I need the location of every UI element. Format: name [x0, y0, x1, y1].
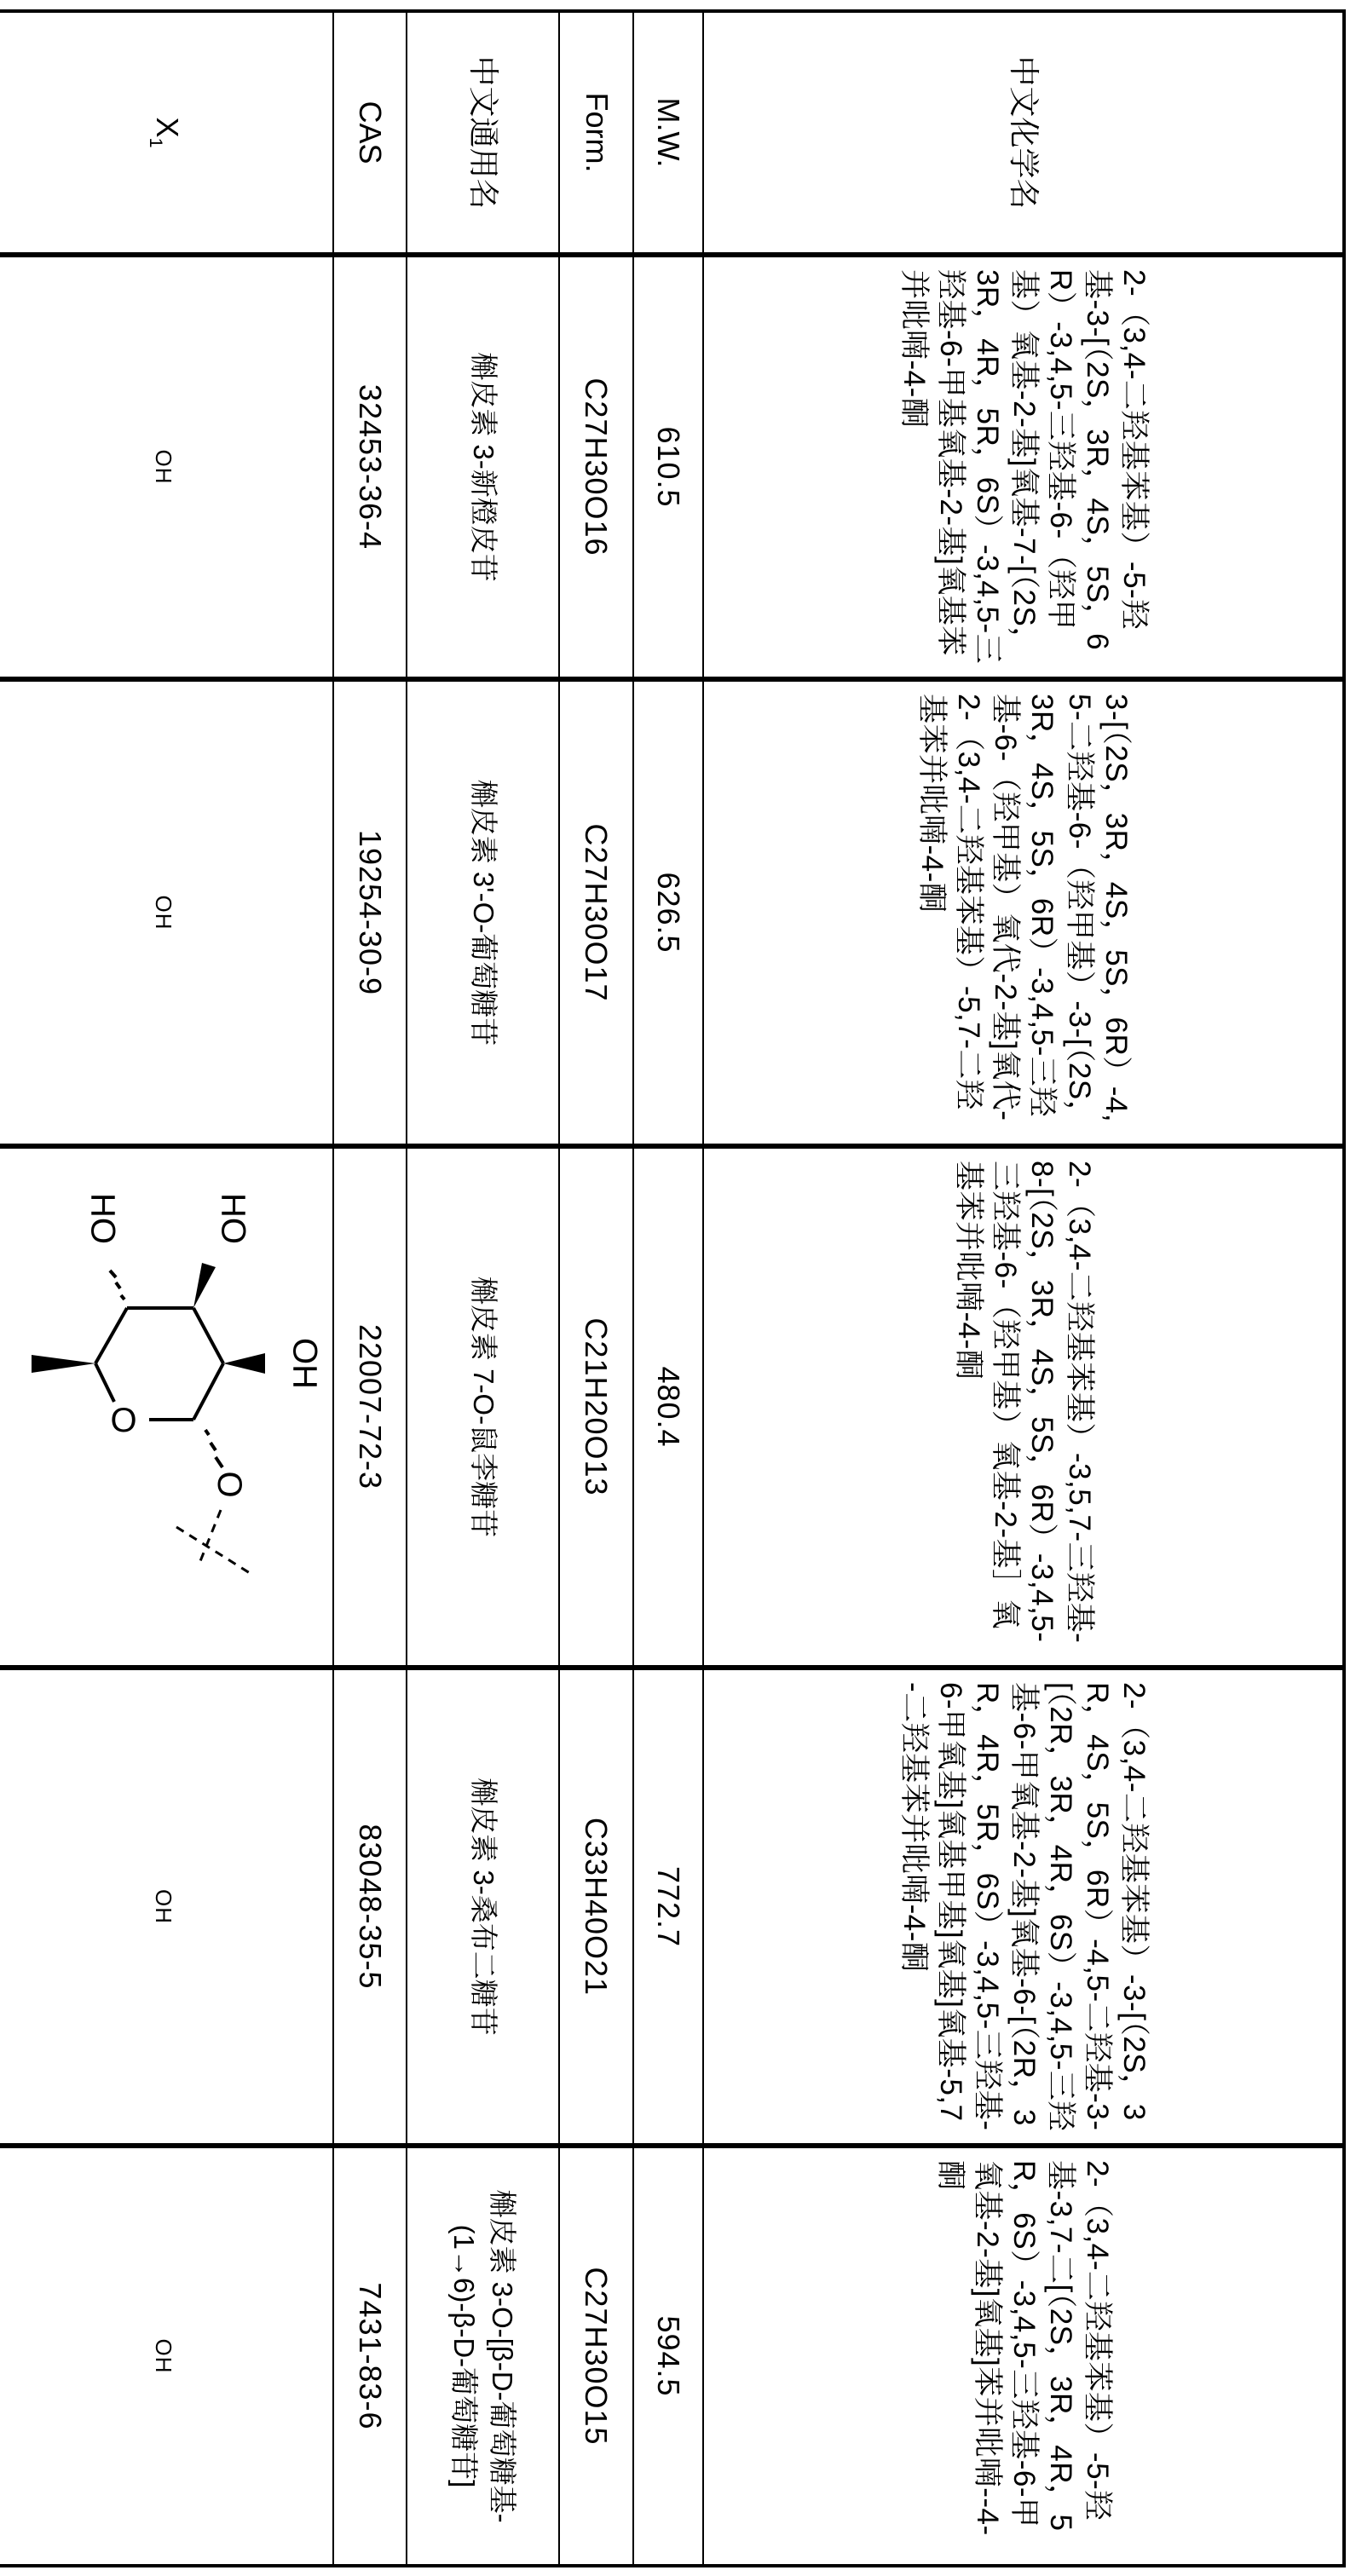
cell-chemical-name	[703, 1146, 1344, 1668]
row-x1-substituent	[0, 11, 333, 2566]
common-name-text: 槲皮素 3-新橙皮苷	[467, 352, 499, 582]
formula-value: C27H30O17	[579, 823, 615, 1002]
cell-x1	[0, 1146, 333, 1668]
header-mw	[633, 11, 703, 255]
svg-text:HO: HO	[214, 1193, 252, 1244]
cell-mw	[633, 1668, 703, 2146]
cell-cas	[333, 1668, 407, 2146]
cell-formula	[559, 1668, 633, 2146]
svg-text:O: O	[211, 1471, 249, 1498]
cell-formula	[559, 1146, 633, 1668]
cell-chemical-name	[703, 255, 1344, 679]
hydroxyl-label: OH	[150, 895, 176, 931]
cell-chemical-name	[703, 2146, 1344, 2566]
header-chemical-name-label: 中文化学名	[1006, 55, 1042, 210]
header-x1	[0, 11, 333, 255]
cell-common-name	[407, 2146, 559, 2566]
common-name-text: 槲皮素 7-O-鼠李糖苷	[467, 1276, 499, 1538]
mw-value: 480.4	[650, 1366, 686, 1448]
mw-value: 610.5	[650, 426, 686, 508]
cell-x1	[0, 255, 333, 679]
header-formula-label: Form.	[579, 92, 615, 173]
cell-cas	[333, 679, 407, 1146]
formula-value: C27H30O15	[579, 2267, 615, 2446]
cell-chemical-name	[703, 679, 1344, 1146]
chemical-name-text: 2-（3,4-二羟基苯基）-5-羟基-3,7-二[（2S，3R，4R，5R，6S）-3,4,5-三羟基-6-甲氧基-2-基]氧基]苯并吡喃--4-酮	[933, 2160, 1115, 2536]
hydroxyl-label: OH	[150, 1889, 176, 1924]
cas-number: 22007-72-3	[352, 1323, 388, 1490]
cell-mw	[633, 1146, 703, 1668]
cell-x1	[0, 679, 333, 1146]
chemical-name-text: 2-（3,4-二羟基苯基）-3,5,7-三羟基-8-[（2S，3R，4S，5S，6R）-3,4,5-三羟基-6-（羟甲基）氧基-2-基］氧基苯并吡喃-4-酮	[952, 1161, 1096, 1644]
cell-cas	[333, 1146, 407, 1668]
header-cas-label: CAS	[353, 101, 389, 164]
cell-common-name	[407, 1146, 559, 1668]
x1-subscript: 1	[145, 137, 167, 148]
header-common-name	[407, 11, 559, 255]
cell-common-name	[407, 679, 559, 1146]
svg-text:O: O	[110, 1402, 138, 1439]
cell-mw	[633, 255, 703, 679]
hydroxyl-label: OH	[150, 2338, 176, 2374]
cas-number: 83048-35-5	[352, 1824, 388, 1990]
cell-chemical-name	[703, 1668, 1344, 2146]
svg-text:HO: HO	[84, 1193, 122, 1244]
row-common-name	[407, 11, 559, 2566]
mw-value: 594.5	[650, 2315, 686, 2397]
cell-mw	[633, 2146, 703, 2566]
header-chemical-name	[703, 11, 1344, 255]
common-name-text: 槲皮素 3-桑布二糖苷	[467, 1778, 499, 2036]
cell-cas	[333, 255, 407, 679]
rhamnose-structure-icon	[3, 1161, 327, 1672]
mw-value: 626.5	[650, 872, 686, 954]
common-name-text: 槲皮素 3'-O-葡萄糖苷	[467, 779, 499, 1046]
cell-formula	[559, 2146, 633, 2566]
cas-number: 32453-36-4	[352, 383, 388, 550]
row-cas	[333, 11, 407, 2566]
header-cas	[333, 11, 407, 255]
cas-number: 19254-30-9	[352, 829, 388, 996]
header-common-name-label: 中文通用名	[465, 55, 501, 210]
header-mw-label: M.W.	[651, 97, 687, 168]
cas-number: 7431-83-6	[352, 2282, 388, 2430]
x1-symbol: X	[149, 117, 185, 138]
svg-text:OH: OH	[286, 1338, 324, 1389]
cell-x1	[0, 2146, 333, 2566]
formula-value: C21H20O13	[579, 1317, 615, 1496]
cell-formula	[559, 255, 633, 679]
row-molecular-weight	[633, 11, 703, 2566]
chemical-name-text: 2-（3,4-二羟基苯基）-3-[（2S，3R，4S，5S，6R）-4,5-二羟基-3-[（2R，3R，4R，6S）-3,4,5-三羟基-6-甲氧基-2-基]氧基-6-[（2R，3R，4R，5R，6S）-3,4,5-三羟基-6-甲氧基]氧基甲基]氧基]氧基-5,7-二羟基苯并吡喃-4-酮	[897, 1682, 1151, 2131]
cell-mw	[633, 679, 703, 1146]
chemical-name-text: 2-（3,4-二羟基苯基）-5-羟基-3-[（2S，3R，4S，5S，6R）-3,4,5-三羟基-6-（羟甲基）氧基-2-基]氧基-7-[（2S，3R，4R，5R，6S）-3,4,5-三羟基-6-甲基氧基-2-基]氧基苯并吡喃-4-酮	[897, 269, 1151, 665]
cell-formula	[559, 679, 633, 1146]
hydroxyl-label: OH	[150, 449, 176, 485]
mw-value: 772.7	[650, 1865, 686, 1948]
cell-cas	[333, 2146, 407, 2566]
cell-common-name	[407, 255, 559, 679]
cell-common-name	[407, 1668, 559, 2146]
rotated-table-page	[9, 9, 1346, 2564]
cell-x1	[0, 1668, 333, 2146]
chemical-name-text: 3-[（2S，3R，4S，5S，6R）-4,5-二羟基-6-（羟甲基）-3-[（2S，3R，4S，5S，6R）-3,4,5-三羟基-6-（羟甲基）氧代-2-基]氧代-2-（3,4-二羟基苯基）-5,7-二羟基苯并吡喃-4-酮	[915, 694, 1133, 1131]
row-formula	[559, 11, 633, 2566]
row-chemical-name	[703, 11, 1344, 2566]
header-x1-label	[145, 117, 185, 148]
formula-value: C27H30O16	[579, 377, 615, 556]
common-name-text: 槲皮素 3-O-[β-D-葡萄糖基-(1→6)-β-D-葡萄糖苷]	[448, 2189, 519, 2523]
formula-value: C33H40O21	[579, 1817, 615, 1997]
header-formula	[559, 11, 633, 255]
compound-table	[0, 9, 1346, 2567]
